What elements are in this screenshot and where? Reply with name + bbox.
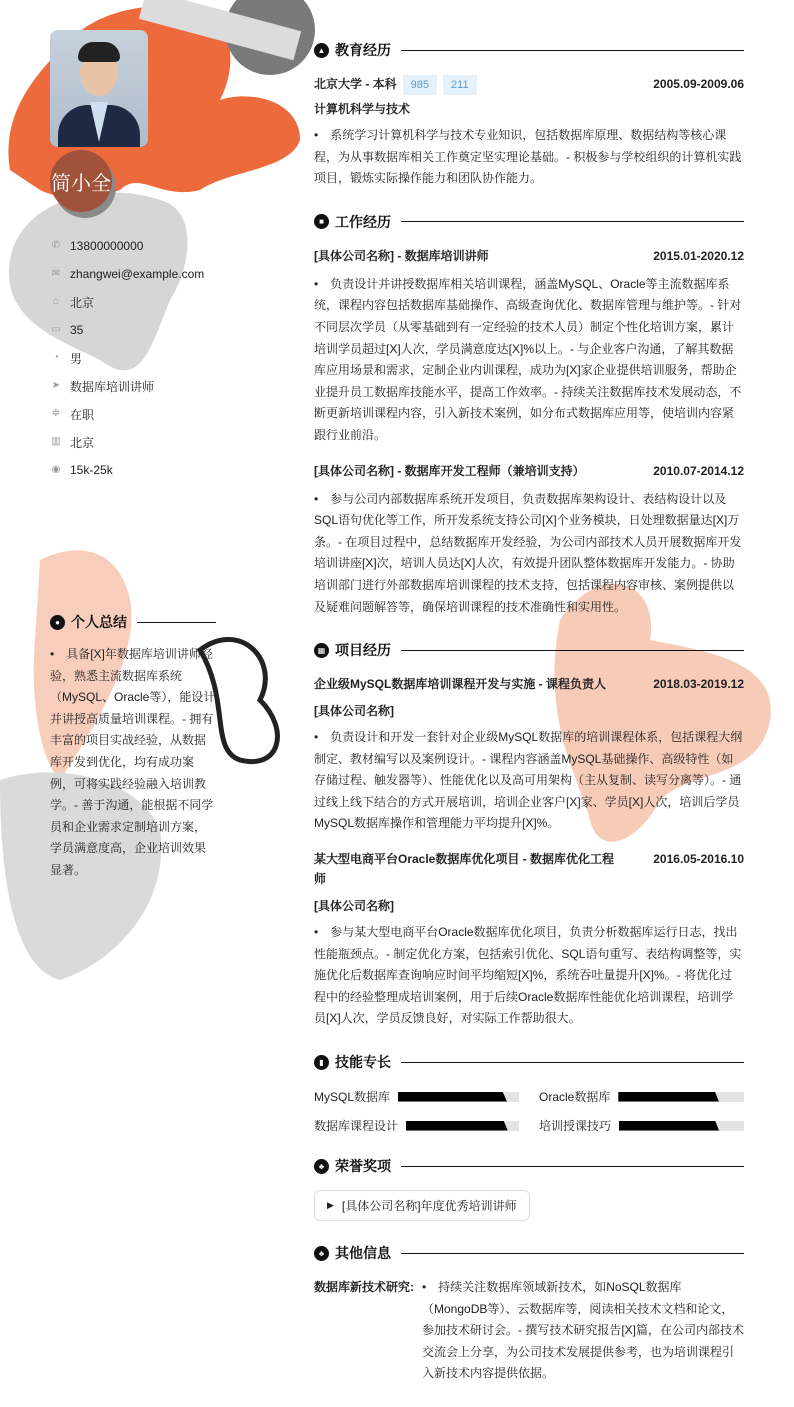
chart-icon: ▮ [314, 1055, 329, 1070]
awards-heading [314, 1156, 744, 1176]
skill-item [539, 1088, 744, 1105]
divider [401, 650, 744, 651]
person-icon: ◔ [52, 352, 60, 363]
skill-bar [619, 1121, 744, 1131]
divider [401, 1166, 744, 1167]
project-date: 2018.03-2019.12 [653, 677, 744, 692]
major: 计算机科学与技术 [314, 102, 411, 116]
job-text: • 负责设计并讲授数据库相关培训课程，涵盖MySQL、Oracle等主流数据库系统，课程内容包括数据库基础操作、高级查询优化、数据库管理与维护等。- 针对不同层次学员（从零基础到有一定经验的技术人员）制定个性化培训方案，累计培训学员超过[X]人次，学员满意度达[X]%以上。- 与企业客户沟通，了解其数据库应用场景和需求，定制企业内训课程，成功为[X]家企业提供培训服务，帮助企业提升员工数据库技能水平，提高工作效率。- 持续关注数据库技术发展动态，不断更新培训课程内容，引入新技术案例，如分布式数据库应用等，使培训内容紧跟行业前沿。 [314, 276, 742, 442]
summary-section [50, 612, 216, 882]
info-age [50, 316, 216, 344]
project-company: [具体公司名称] [314, 899, 394, 914]
status-icon: ✲ [51, 408, 61, 419]
age-text: 35 [70, 323, 84, 337]
salary-text: 15k-25k [70, 463, 113, 477]
location-text: 北京 [70, 295, 95, 310]
grid-icon: ▦ [314, 643, 329, 658]
summary-text: • 具备[X]年数据库培训讲师经验，熟悉主流数据库系统（MySQL、Oracle等），能设计并讲授高质量培训课程。- 拥有丰富的项目实战经验，从数据库开发到优化，均有成功案例，可将实践经验融入培训教学。- 善于沟通，能根据不同学员和企业需求定制培训方案，学员满意度高，企业培训效果显著。 [50, 647, 216, 877]
work-section [314, 212, 744, 618]
info-location [50, 288, 216, 316]
education-heading [314, 40, 744, 60]
cake-icon: ▭ [51, 324, 61, 335]
skill-name: 培训授课技巧 [539, 1119, 612, 1134]
job-text: • 参与公司内部数据库系统开发项目，负责数据库架构设计、表结构设计以及SQL语句优化等工作，所开发系统支持公司[X]个业务模块，日处理数据量达[X]万条。- 在项目过程中，总结数据库开发经验，为公司内部技术人员开展数据库开发培训讲座[X]次，培训人员达[X]人次，有效提升团队整体数据库开发能力。- 协助培训部门进行外部数据库培训课程的技术支持，包括课程内容审核、案例提供以及疑难问题解答等，确保培训课程的技术准确性和实用性。 [314, 491, 742, 614]
skill-bar-fill [618, 1092, 719, 1102]
money-icon: ◉ [51, 464, 61, 475]
education-date: 2005.09-2009.06 [653, 77, 744, 91]
skills-heading [314, 1052, 744, 1072]
sidebar [50, 30, 216, 882]
info-salary [50, 456, 216, 484]
projects-title: 项目经历 [335, 642, 391, 659]
projects-section [314, 640, 744, 1030]
divider [401, 1253, 744, 1254]
other-heading [314, 1243, 744, 1263]
award-text: [具体公司名称]年度优秀培训讲师 [341, 1199, 517, 1214]
education-item-head [314, 74, 744, 95]
divider [401, 1062, 744, 1063]
info-status [50, 400, 216, 428]
summary-title: 个人总结 [71, 614, 127, 630]
profile-name: 简小全 [50, 150, 112, 212]
skill-bar [406, 1121, 519, 1131]
skill-bar [618, 1092, 744, 1102]
email-text: zhangwei@example.com [70, 267, 205, 281]
awards-title: 荣誉奖项 [335, 1158, 391, 1175]
other-item [314, 1277, 744, 1385]
other-label: 数据库新技术研究: [314, 1280, 414, 1295]
phone-icon: ✆ [51, 240, 61, 251]
skill-item [314, 1117, 519, 1134]
building-icon: ▥ [51, 436, 61, 447]
project-text: • 负责设计和开发一套针对企业级MySQL数据库的培训课程体系，包括课程大纲制定、教材编写以及案例设计。- 课程内容涵盖MySQL基础操作、高级特性（如存储过程、触发器等）、性能优化以及高可用架构（主从复制、读写分离等）。- 通过线上线下结合的方式开展培训，培训企业客户[X]家、学员[X]人次，培训后学员MySQL数据库操作和管理能力平均提升[X]%。 [314, 730, 743, 831]
project-item-head [314, 674, 744, 694]
status-text: 在职 [70, 407, 95, 422]
phone-text: 13800000000 [70, 239, 144, 253]
skill-item [314, 1088, 519, 1105]
info-position [50, 372, 216, 400]
education-title: 教育经历 [335, 42, 391, 58]
divider [401, 50, 744, 51]
user-icon: ● [50, 615, 65, 630]
contact-info [50, 232, 216, 484]
main-content [314, 40, 744, 1407]
project-date: 2016.05-2016.10 [653, 852, 744, 867]
job-title: [具体公司名称] - 数据库开发工程师（兼培训支持） [314, 463, 585, 478]
skill-item [539, 1117, 744, 1134]
skill-bar-fill [619, 1121, 719, 1131]
divider [401, 221, 744, 222]
skill-name: 数据库课程设计 [314, 1119, 399, 1134]
project-text: • 参与某大型电商平台Oracle数据库优化项目，负责分析数据库运行日志，找出性能瓶颈点。- 制定优化方案，包括索引优化、SQL语句重写、表结构调整等，实施优化后数据库查询响应时间平均缩短[X]%，系统吞吐量提升[X]%。- 将优化过程中的经验整理成培训案例，用于后续Oracle数据库性能优化培训课程，培训学员[X]人次，学员反馈良好，对实际工作帮助很大。 [314, 925, 742, 1026]
skills-grid [314, 1088, 744, 1134]
job-date: 2010.07-2014.12 [653, 463, 744, 478]
city-text: 北京 [70, 435, 95, 450]
project-company: [具体公司名称] [314, 704, 394, 719]
project-title: 某大型电商平台Oracle数据库优化项目 - 数据库优化工程师 [314, 852, 615, 887]
skill-bar-fill [406, 1121, 508, 1131]
skill-name: Oracle数据库 [539, 1090, 611, 1105]
work-heading [314, 212, 744, 232]
award-item[interactable] [314, 1190, 530, 1221]
skill-bar-fill [398, 1092, 507, 1102]
info-city [50, 428, 216, 456]
education-text: • 系统学习计算机科学与技术专业知识，包括数据库原理、数据结构等核心课程，为从事数据库相关工作奠定坚实理论基础。- 积极参与学校组织的计算机实践项目，锻炼实际操作能力和团队协作能力。 [314, 128, 742, 186]
skill-bar [398, 1092, 519, 1102]
job-date: 2015.01-2020.12 [653, 248, 744, 263]
projects-heading [314, 640, 744, 660]
tag-badge: 985 [403, 75, 437, 95]
info-gender [50, 344, 216, 372]
school-name: 北京大学 - 本科 [314, 77, 397, 91]
skills-section [314, 1052, 744, 1134]
work-title: 工作经历 [335, 213, 391, 230]
skills-title: 技能专长 [335, 1054, 391, 1071]
triangle-right-icon: ▶ [327, 1200, 334, 1211]
other-section [314, 1243, 744, 1385]
profile-photo [50, 30, 148, 147]
briefcase-icon: ■ [314, 214, 329, 229]
job-title: [具体公司名称] - 数据库培训讲师 [314, 248, 489, 263]
work-item-head [314, 246, 744, 266]
mail-icon: ✉ [51, 268, 61, 279]
work-item-head [314, 461, 744, 481]
summary-heading [50, 612, 216, 632]
info-phone [50, 232, 216, 260]
tag-badge: 211 [443, 75, 477, 95]
info-icon: ♣ [314, 1246, 329, 1261]
other-title: 其他信息 [335, 1245, 391, 1262]
info-email [50, 260, 216, 288]
awards-section [314, 1156, 744, 1221]
project-title: 企业级MySQL数据库培训课程开发与实施 - 课程负责人 [314, 677, 607, 692]
home-icon: ⌂ [52, 296, 60, 307]
trophy-icon: ♣ [314, 1159, 329, 1174]
graduation-cap-icon: ▲ [314, 43, 329, 58]
education-section [314, 40, 744, 190]
divider [137, 622, 216, 623]
skill-name: MySQL数据库 [314, 1090, 391, 1105]
other-text: • 持续关注数据库领域新技术，如NoSQL数据库（MongoDB等）、云数据库等，阅读相关技术文档和论文，参加技术研讨会。- 撰写技术研究报告[X]篇，在公司内部技术交流会上分享，为公司技术发展提供参考，也为培训课程引入新技术内容提供依据。 [422, 1280, 745, 1381]
send-icon: ➤ [51, 380, 61, 391]
project-item-head [314, 849, 744, 889]
position-text: 数据库培训讲师 [70, 379, 155, 394]
gender-text: 男 [70, 351, 83, 366]
